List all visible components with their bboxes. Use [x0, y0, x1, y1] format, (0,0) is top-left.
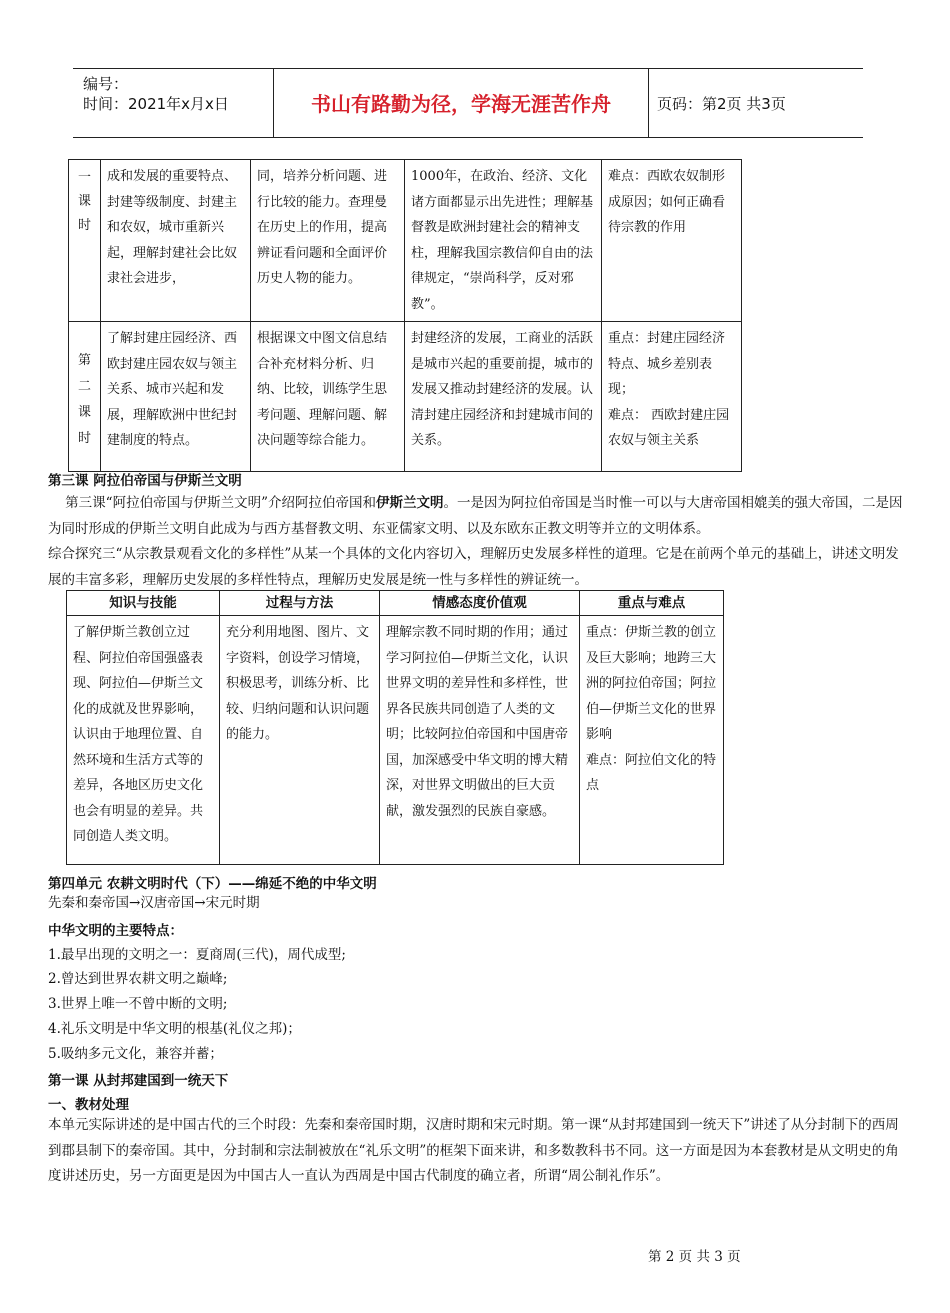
- document-number: 编号：: [83, 75, 129, 93]
- lesson-objectives-table-1: [68, 159, 742, 472]
- page-footer: 第 2 页 共 3 页: [648, 1249, 741, 1265]
- table-header-row: [67, 591, 724, 616]
- process-cell: 根据课文中图文信息结合补充材料分析、归纳、比较，训练学生思考问题、理解问题、解决问题等综合能力。: [251, 322, 405, 472]
- column-header: 过程与方法: [220, 591, 380, 616]
- list-item: 5.吸纳多元文化，兼容并蓄；: [48, 1046, 223, 1062]
- emotion-cell: 封建经济的发展，工商业的活跃是城市兴起的重要前提，城市的发展又推动封建经济的发展。认清封建庄园经济和封建城市间的关系。: [405, 322, 602, 472]
- unit-title: 第四单元 农耕文明时代（下）——绵延不绝的中华文明: [48, 876, 377, 892]
- emotion-cell: 1000年，在政治、经济、文化诸方面都显示出先进性；理解基督教是欧洲封建社会的精神支柱，理解我国宗教信仰自由的法律规定，“崇尚科学，反对邪教”。: [405, 160, 602, 322]
- lesson-objectives-table-2: [66, 590, 724, 865]
- header-motto-cell: [274, 69, 649, 137]
- column-header: 知识与技能: [67, 591, 220, 616]
- dynasty-flow: 先秦和秦帝国→汉唐帝国→宋元时期: [48, 895, 260, 911]
- paragraph-text: 第三课“阿拉伯帝国与伊斯兰文明”介绍阿拉伯帝国和: [48, 495, 376, 511]
- column-header: 情感态度价值观: [380, 591, 580, 616]
- section-paragraph: 本单元实际讲述的是中国古代的三个时段：先秦和秦帝国时期，汉唐时期和宋元时期。第一课“从封邦建国到一统天下”讲述了从分封制下的西周到郡县制下的秦帝国。其中，分封制和宗法制被放在“礼乐文明”的框架下面来讲，和多数教科书不同。这一方面是因为本套教材是从文明史的角度讲述历史，另一方面更是因为中国古人一直认为西周是中国古代制度的确立者，所谓“周公制礼作乐”。: [48, 1117, 899, 1184]
- list-item: 1.最早出现的文明之一：夏商周(三代)，周代成型;: [48, 947, 346, 963]
- column-header: 重点与难点: [580, 591, 724, 616]
- knowledge-cell: 成和发展的重要特点、封建等级制度、封建主和农奴，城市重新兴起，理解封建社会比奴隶社会进步，: [101, 160, 251, 322]
- key-points-cell: 重点：伊斯兰教的创立及巨大影响；地跨三大洲的阿拉伯帝国；阿拉伯—伊斯兰文化的世界影响 难点：阿拉伯文化的特点: [580, 616, 724, 865]
- emphasis-text: 伊斯兰文明: [375, 495, 444, 511]
- paragraph-text: 。一是因为阿拉伯帝国是当时惟一可以与大唐帝国相媲美的强大帝国，二是因为同时形成的伊斯兰文明自此成为与西方基督教文明、东亚儒家文明、以及东欧东正教文明等并立的文明体系。: [48, 495, 903, 537]
- process-cell: 同，培养分析问题、进行比较的能力。查理曼在历史上的作用，提高辨证看问题和全面评价历史人物的能力。: [251, 160, 405, 322]
- section-title: 第三课 阿拉伯帝国与伊斯兰文明: [48, 473, 242, 489]
- list-item: 4.礼乐文明是中华文明的根基(礼仪之邦)；: [48, 1021, 301, 1037]
- lesson-title: 第一课 从封邦建国到一统天下: [48, 1073, 229, 1089]
- table-row: [67, 616, 724, 865]
- knowledge-cell: 了解封建庄园经济、西欧封建庄园农奴与领主关系、城市兴起和发展，理解欧洲中世纪封建制度的特点。: [101, 322, 251, 472]
- page-indicator: 页码：第2页 共3页: [657, 95, 786, 113]
- knowledge-cell: 了解伊斯兰教创立过程、阿拉伯帝国强盛表现、阿拉伯—伊斯兰文化的成就及世界影响，认识由于地理位置、自然环境和生活方式等的差异，各地区历史文化也会有明显的差异。共同创造人类文明。: [67, 616, 220, 865]
- header-meta-cell: [73, 69, 274, 137]
- features-title: 中华文明的主要特点：: [48, 923, 183, 939]
- process-cell: 充分利用地图、图片、文字资料，创设学习情境，积极思考，训练分析、比较、归纳问题和认识问题的能力。: [220, 616, 380, 865]
- section-paragraph: 综合探究三“从宗教景观看文化的多样性”从某一个具体的文化内容切入，理解历史发展多样性的道理。它是在前两个单元的基础上，讲述文明发展的丰富多彩，理解历史发展的多样性特点，理解历史发展是统一性与多样性的辨证统一。: [48, 546, 899, 588]
- section-paragraph: [48, 491, 912, 542]
- list-item: 3.世界上唯一不曾中断的文明;: [48, 996, 228, 1012]
- list-item: 2.曾达到世界农耕文明之巅峰;: [48, 971, 228, 987]
- document-time: 时间：2021年x月x日: [83, 95, 229, 113]
- motto: 书山有路勤为径，学海无涯苦作舟: [311, 92, 611, 116]
- lesson-cell: 一 课 时: [69, 160, 101, 322]
- key-points-cell: 难点：西欧农奴制形成原因；如何正确看待宗教的作用: [602, 160, 742, 322]
- table-row: [69, 160, 742, 322]
- page-header: [73, 68, 863, 138]
- key-points-cell: 重点：封建庄园经济特点、城乡差别表现； 难点： 西欧封建庄园农奴与领主关系: [602, 322, 742, 472]
- subsection-title: 一、教材处理: [48, 1097, 129, 1113]
- lesson-cell: 第 二 课 时: [69, 322, 101, 472]
- emotion-cell: 理解宗教不同时期的作用；通过学习阿拉伯—伊斯兰文化，认识世界文明的差异性和多样性，世界各民族共同创造了人类的文明；比较阿拉伯帝国和中国唐帝国，加深感受中华文明的博大精深，对世界文明做出的巨大贡献，激发强烈的民族自豪感。: [380, 616, 580, 865]
- table-row: [69, 322, 742, 472]
